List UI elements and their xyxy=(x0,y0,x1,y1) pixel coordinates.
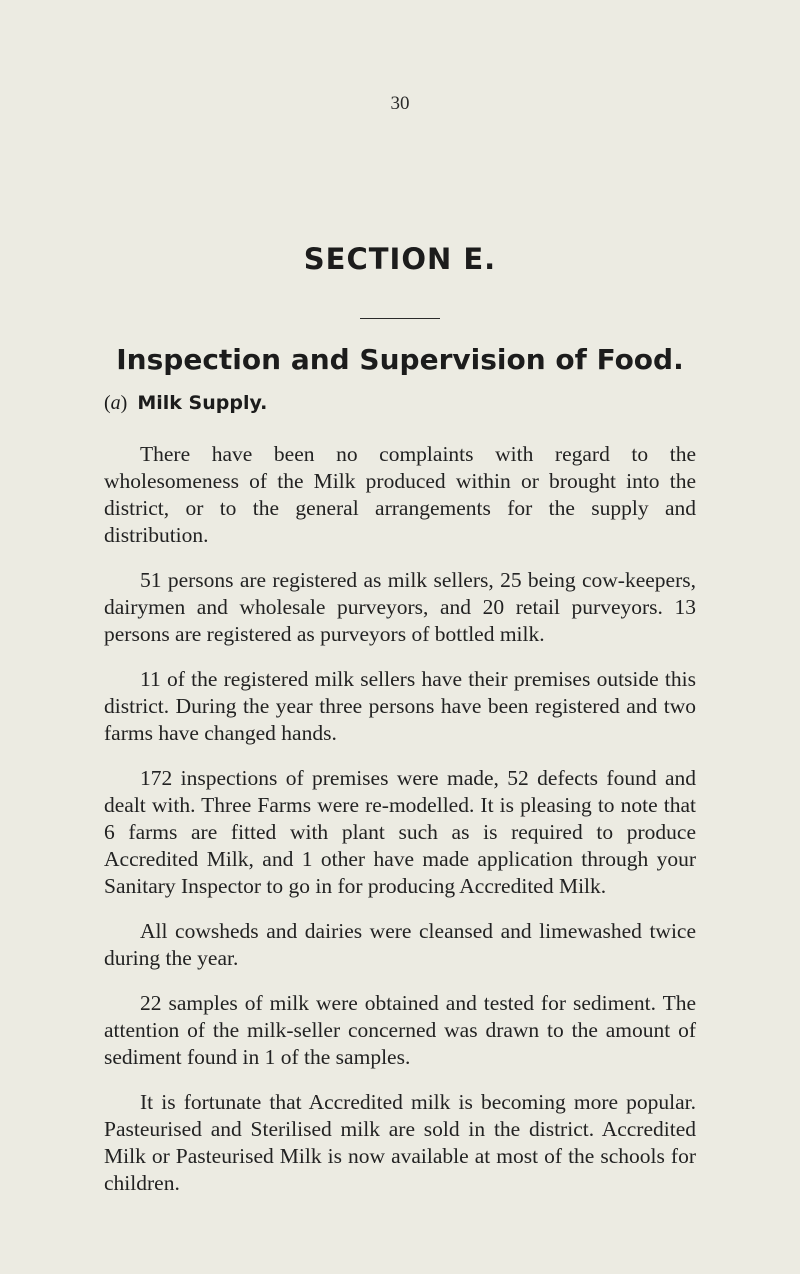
subsection-heading xyxy=(104,392,267,415)
paragraph-complaints: There have been no complaints with regard to the wholesomeness of the Milk produced within or brought into the district, or to the general arrangements for the supply and distribution. xyxy=(104,442,696,547)
paragraph-outside-district: 11 of the registered milk sellers have their premises outside this district. During the year three persons have been registered and two farms have changed hands. xyxy=(104,667,696,745)
subsection-marker-close: ) xyxy=(120,392,128,414)
section-divider xyxy=(360,318,440,319)
section-title: SECTION E. xyxy=(303,242,497,276)
subsection-marker xyxy=(104,392,127,414)
page-number: 30 xyxy=(390,93,410,114)
subsection-marker-letter: a xyxy=(110,392,121,414)
paragraph-inspections: 172 inspections of premises were made, 52 defects found and dealt with. Three Farms were re-modelled. It is pleasing to note that 6 farms are fitted with plant such as is required to produce Accredited Milk, and 1 other have made application through your Sanitary Inspector to go in for producing Accredited Milk. xyxy=(104,766,696,898)
paragraph-registered-sellers: 51 persons are registered as milk sellers, 25 being cow-keepers, dairymen and wholesale purveyors, and 20 retail purveyors. 13 persons are registered as purveyors of bottled milk. xyxy=(104,568,696,646)
body-text xyxy=(104,441,696,1215)
subsection-marker-open: ( xyxy=(104,392,111,414)
paragraph-samples: 22 samples of milk were obtained and tested for sediment. The attention of the milk-seller concerned was drawn to the amount of sediment found in 1 of the samples. xyxy=(104,991,696,1069)
main-heading: Inspection and Supervision of Food. xyxy=(116,343,684,376)
paragraph-cowsheds: All cowsheds and dairies were cleansed and limewashed twice during the year. xyxy=(104,919,696,970)
subsection-title: Milk Supply. xyxy=(137,392,268,414)
paragraph-accredited-milk: It is fortunate that Accredited milk is becoming more popular. Pasteurised and Sterilised milk are sold in the district. Accredited Milk or Pasteurised Milk is now available at most of the schools for children. xyxy=(104,1090,696,1195)
